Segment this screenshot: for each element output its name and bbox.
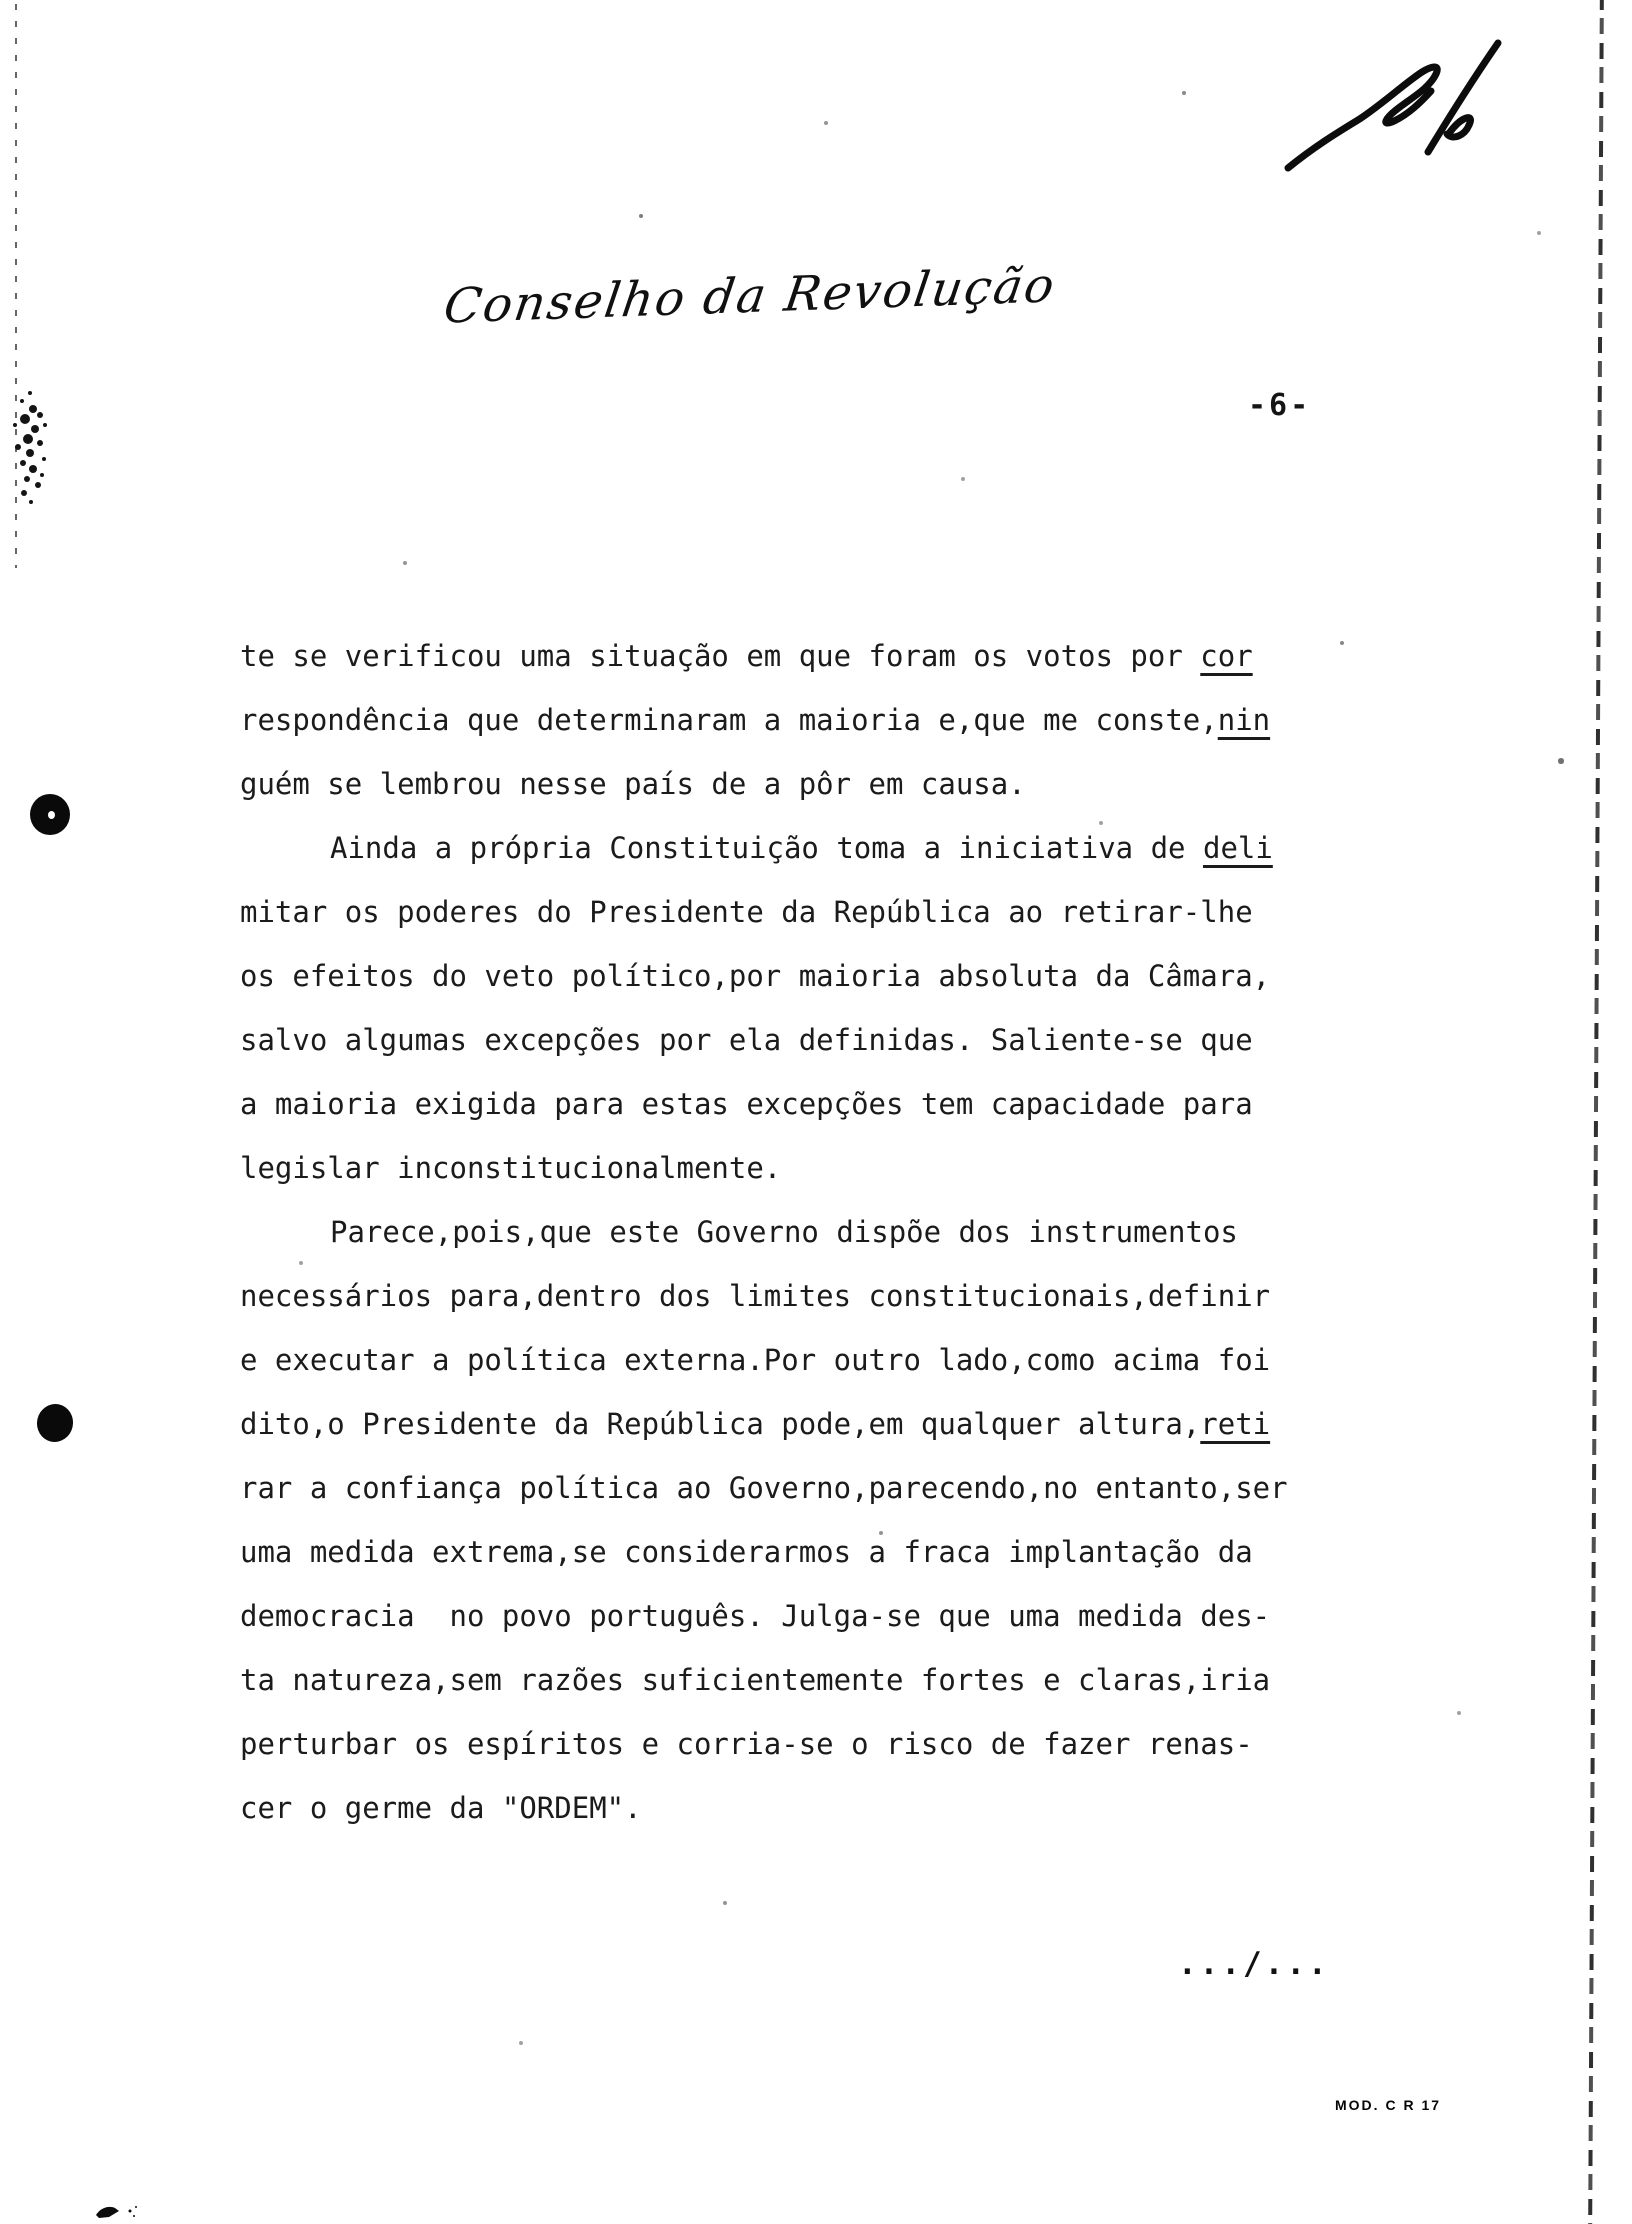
text-line: democracia no povo português. Julga-se que uma medida des- (240, 1599, 1271, 1633)
letterhead-title: Conselho da Revolução (440, 257, 1060, 335)
text-line: os efeitos do veto político,por maioria absoluta da Câmara, (240, 959, 1271, 993)
text-line: respondência que determinaram a maioria e,que me conste,nin (240, 703, 1271, 737)
hole-punch-dot (33, 1401, 76, 1446)
text-line: uma medida extrema,se considerarmos a fraca implantação da (240, 1535, 1253, 1569)
text-line: necessários para,dentro dos limites constitucionais,definir (240, 1279, 1271, 1313)
text-line: Ainda a própria Constituição toma a iniciativa de deli (330, 831, 1273, 865)
text-line: rar a confiança política ao Governo,parecendo,no entanto,ser (240, 1471, 1288, 1505)
text-line: salvo algumas excepções por ela definidas. Saliente-se que (240, 1023, 1253, 1057)
ink-blot-icon (88, 2198, 152, 2224)
text-line: mitar os poderes do Presidente da República ao retirar-lhe (240, 895, 1253, 929)
text-line: Parece,pois,que este Governo dispõe dos instrumentos (330, 1215, 1238, 1249)
text-line: cer o germe da "ORDEM". (240, 1791, 642, 1825)
text-line: guém se lembrou nesse país de a pôr em causa. (240, 767, 1026, 801)
ink-smudge-icon (0, 375, 70, 525)
page-number: -6- (1248, 388, 1312, 423)
body-text (240, 624, 1330, 1840)
form-code: MOD. C R 17 (1335, 2097, 1442, 2113)
continuation-mark: .../... (1178, 1946, 1330, 1982)
text-line: dito,o Presidente da República pode,em qualquer altura,reti (240, 1407, 1271, 1441)
page-edge-line (1588, 0, 1604, 2224)
text-line: e executar a política externa.Por outro lado,como acima foi (240, 1343, 1271, 1377)
text-line: a maioria exigida para estas excepções tem capacidade para (240, 1087, 1253, 1121)
text-line: perturbar os espíritos e corria-se o risco de fazer renas- (240, 1727, 1253, 1761)
handwritten-signature-icon (1270, 28, 1520, 178)
text-line: legislar inconstitucionalmente. (240, 1151, 782, 1185)
text-line: ta natureza,sem razões suficientemente fortes e claras,iria (240, 1663, 1271, 1697)
text-line: te se verificou uma situação em que foram os votos por cor (240, 639, 1253, 673)
hole-punch-dot (30, 794, 70, 835)
paper-specks (0, 0, 2, 2)
